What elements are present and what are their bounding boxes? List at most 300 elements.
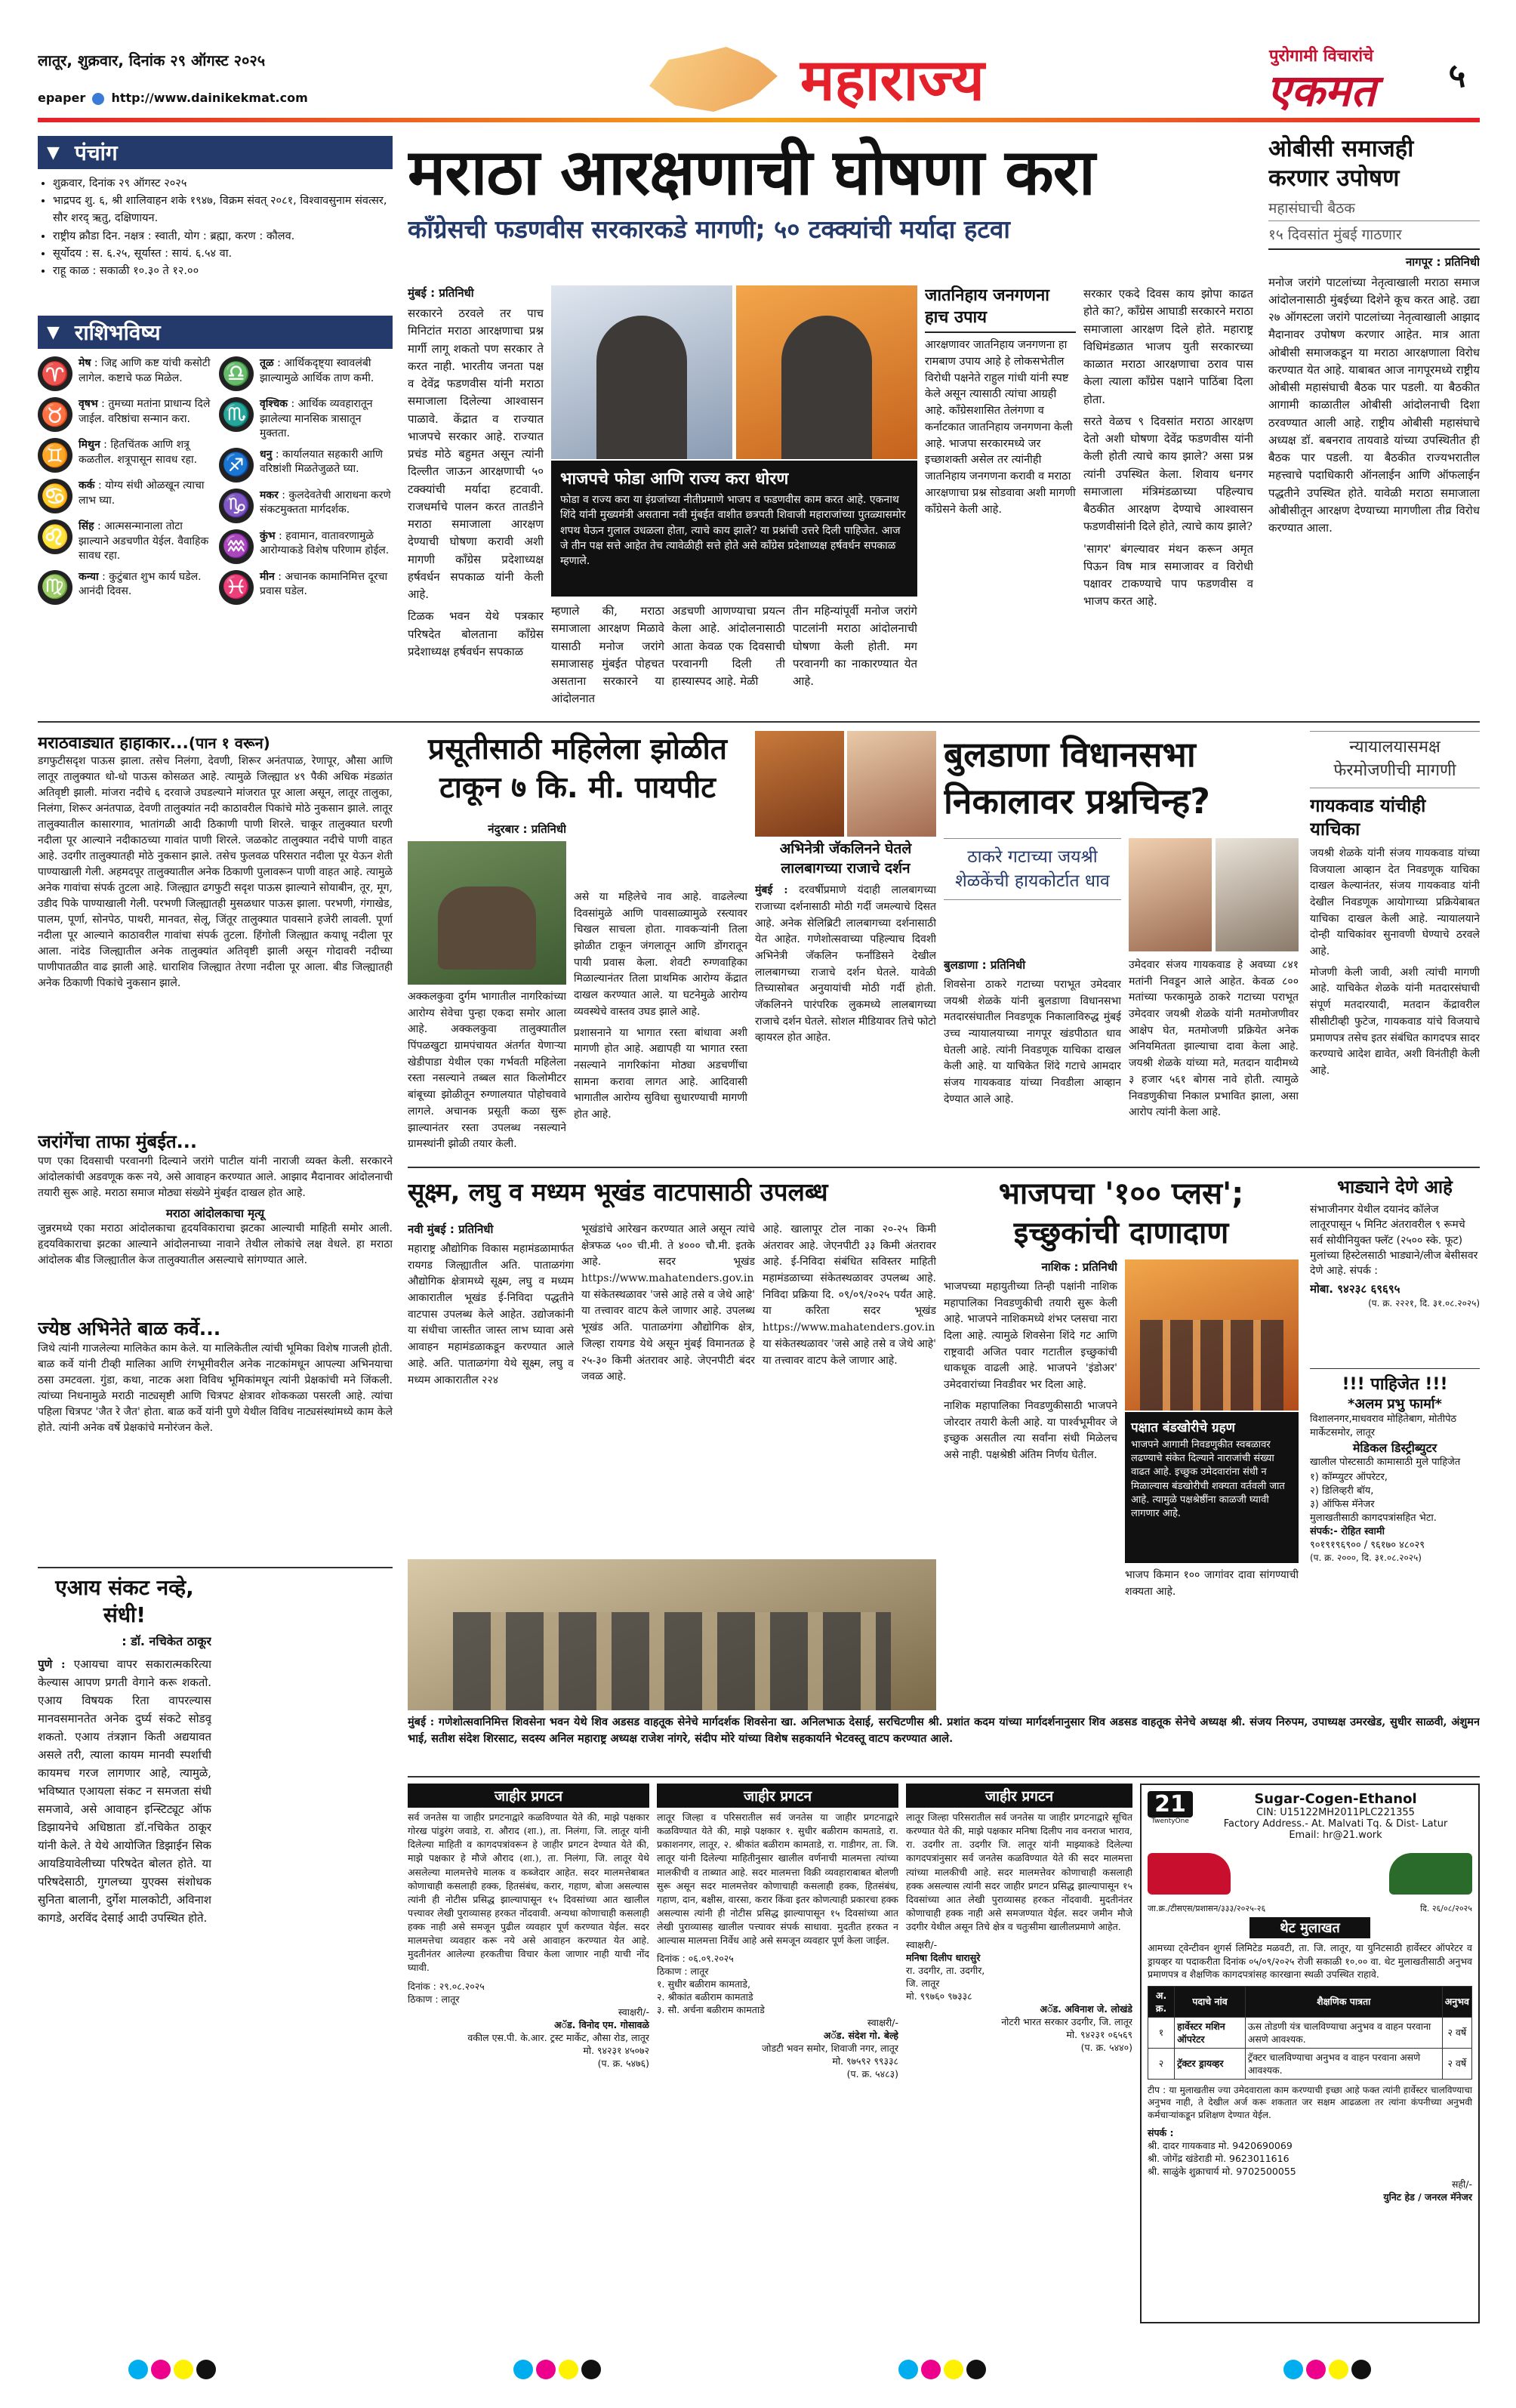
registration-dot bbox=[898, 2360, 918, 2379]
rashi-item: ♓ मीन : अचानक कामानिमित्त दूरचा प्रवास घडेल. bbox=[219, 570, 393, 605]
notice-party: मो. ९९७६० ९७३३८ bbox=[906, 1990, 972, 2003]
rent-ad bbox=[1310, 1174, 1480, 1363]
meeting-title: थेट मुलाखत bbox=[1249, 1917, 1370, 1938]
rashi-item: ♒ कुंभ : हवामान, वातावरणामुळे आरोग्याकडे विशेष परिणाम होईल. bbox=[219, 529, 393, 564]
body-text: नाशिक महापालिका निवडणुकीसाठी भाजपने जोरदार तयारी केली आहे. या पार्श्वभूमीवर जे इच्छुक असतील त्या सर्वांना संधी मिळेलच असे नाही. पक्षश्रेष्ठी अंतिम निर्णय घेतील. bbox=[944, 1399, 1117, 1461]
table-row bbox=[1148, 2048, 1472, 2079]
lalbaug-text: दरवर्षीप्रमाणे यंदाही लालबागच्या राजाच्या दर्शनासाठी मोठी गर्दी जमल्याचे दिसत आहे. अनेक सेलिब्रिटी लालबागच्या दर्शनासाठी येत आहेत. गणेशोत्सवाच्या पहिल्याच दिवशी अभिनेत्री जॅकलिन फर्नांडिसने देखील लालबागच्या राजाचे दर्शन घेतले. यावेळी तिच्यासोबत अनुयायांची मोठी गर्दी होती. जॅकलिनने पारंपरिक लुकमध्ये लालबागच्या राजाचे दर्शन घेतले. सोशल मीडियावर तिचे फोटो व्हायरल होत आहेत. bbox=[755, 884, 936, 1044]
wanted-contact-label: संपर्क:- bbox=[1310, 1525, 1338, 1537]
rashi-name: कर्क bbox=[79, 479, 95, 492]
byline: नागपूर : प्रतिनिधी bbox=[1405, 254, 1480, 269]
dateline: लातूर, शुक्रवार, दिनांक २९ ऑगस्ट २०२५ bbox=[38, 51, 266, 69]
notice-ref: (प. क्र. ५४७६) bbox=[597, 2057, 649, 2069]
divider bbox=[408, 1776, 1480, 1777]
actor-story bbox=[38, 1315, 393, 1557]
prasuti-col-2 bbox=[574, 890, 747, 1158]
wanted-note: मुलाखतीसाठी कागदपत्रांसहित भेटा. bbox=[1310, 1512, 1437, 1524]
group-photo-icon bbox=[453, 1612, 891, 1710]
rashi-name: मिथुन bbox=[79, 439, 100, 451]
dateline: पुणे : bbox=[38, 1657, 66, 1671]
wanted-intro: खालील पोस्टसाठी कामासाठी मुले पाहिजेत bbox=[1310, 1457, 1461, 1469]
public-notice-3 bbox=[906, 1784, 1132, 2323]
rashi-name: कन्या bbox=[79, 570, 99, 583]
body-text bbox=[38, 1655, 211, 1927]
ai-text: एआयचा वापर सकारात्मकरित्या केल्यास आपण प्रगती वेगाने करू शकतो. एआय विषयक रिता वापरल्यास मानवसमानतेत अनेक दुर्घ्य संकटे सोडवू शकतो. एआय तंत्रज्ञान किती अद्ययावत असले तरी, त्याला कायम मानवी स्पर्शाची कायमच गरज लागणार आहे, त्यामुळे, भविष्यात एआयला संकट न समजता संधी समजावे, असे आवाहन इन्स्टिट्यूट ऑफ डिझायनेचे अधिष्ठाता डॉ.नचिकेत ठाकूर यांनी केले. ते येथे आयोजित डिझाईन सिक आयडियावेलीच्या परिषदेत बोलत होते. या परिषदेसाठी, गुगलच्या युएक्स संशोधक सुनिता बालानी, दुर्गेश मालकोटी, अविनाश कागडे, अरविंद देसाई आदी उपस्थित होते. bbox=[38, 1657, 211, 1925]
epaper-label: epaper bbox=[38, 91, 86, 105]
rashi-name: कुंभ bbox=[260, 529, 276, 542]
company-cin: CIN: U15122MH2011PLC221355 bbox=[1256, 1807, 1415, 1818]
contact-label: संपर्क : bbox=[1148, 2126, 1174, 2138]
taurus-icon: ♉ bbox=[38, 397, 72, 432]
leo-icon: ♌ bbox=[38, 520, 72, 554]
posts-table bbox=[1148, 1986, 1472, 2080]
rashi-item: ♎ तूळ : आर्थिकदृष्ट्या स्वावलंबी झाल्यामुळे आर्थिक ताण कमी. bbox=[219, 356, 393, 391]
main-col-1 bbox=[408, 285, 544, 708]
buldhana-col-1 bbox=[944, 957, 1121, 1158]
actress-photo bbox=[847, 731, 936, 837]
body-text: महाराष्ट्र औद्योगिक विकास महामंडळामार्फत रायगड जिल्ह्यातील अति. पाताळगंगा औद्योगिक क्षेत्रामध्ये सूक्ष्म, लघु व मध्यम आकारातील भूखंड ई-निविदा पद्धतीने वाटपास उपलब्ध केले आहेत. उद्योजकांनी या संधीचा जास्तीत जास्त लाभ घ्यावा असे आवाहन महामंडळाकडून करण्यात आले आहे. अति. पाताळगंगा येथे सूक्ष्म, लघु व मध्यम आकारातील २२४ bbox=[408, 1243, 574, 1386]
aries-icon: ♈ bbox=[38, 356, 72, 391]
wanted-company-type: मेडिकल डिस्ट्रीब्युटर bbox=[1352, 1441, 1437, 1456]
notice-ref: (प. क्र. ५४४०) bbox=[1080, 2042, 1132, 2054]
rashi-item: ♐ धनु : कार्यालयात सहकारी आणि वरिष्ठांशी मिळतेजुळते घ्या. bbox=[219, 448, 393, 483]
photo-caption: मुंबई : गणेशोत्सवानिमित्त शिवसेना भवन येथे शिव अडसड वाहतूक सेनेचे मार्गदर्शक शिवसेना खा. अनिलभाऊ देसाई, सरचिटणीस श्री. प्रशांत कदम यांच्या मार्गदर्शनानुसार शिव अडसड वाहतूक सेनेचे अध्यक्ष श्री. संजय निरुपम, उपाध्यक्ष उमरखेड, सुधीर साळवी, अंशुमन भाई, सतीश संदेश शिरसाट, सदस्य अनिल महाराष्ट्र अध्यक्ष राजेश नांगरे, संदीप मोरे यांच्या विशेष सहकार्याने भेटवस्तू वाटप करण्यात आले. bbox=[408, 1716, 1480, 1746]
body-text: भाजप किमान १०० जागांवर दावा सांगण्याची शक्यता आहे. bbox=[1125, 1569, 1299, 1598]
body-text: मोजणी केली जावी, अशी त्यांची मागणी आहे. याचिकेत शेळके यांनी मतदारसंघाची संपूर्ण मतदारयादी, मतदान केंद्रावरील सीसीटीव्ही फुटेज, गायकवाड यांचे विजयाचे प्रमाणपत्र तसेच इतर संबंधित कागदपत्र सादर करण्याचे आदेश द्यावेत, अशी विनंतीही केली आहे. bbox=[1310, 966, 1480, 1077]
body-text: टिळक भवन येथे पत्रकार परिषदेत बोलताना काँग्रेस प्रदेशाध्यक्ष हर्षवर्धन सपकाळ bbox=[408, 609, 544, 658]
table-cell: २ bbox=[1148, 2048, 1175, 2079]
table-header: अ. क्र. bbox=[1148, 1986, 1175, 2017]
meeting-intro: आमच्या ट्वेन्टीवन शुगर्स लिमिटेड मळवटी, ता. जि. लातूर, या युनिटसाठी हार्वेस्टर ऑपरेटर व ड्रायव्हर या पदाकरीता दिनांक ०५/०९/२०२५ रोजी सकाळी १०.०० वा. थेट मुलाखतीसाठी अनुभव प्रमाणपत्र व शैक्षणिक कागदपत्रांसह कारखाना स्थळी उपस्थित राहावे. bbox=[1148, 1942, 1472, 1980]
main-subhead: काँग्रेसची फडणवीस सरकारकडे मागणी; ५० टक्क्यांची मर्यादा हटवा bbox=[408, 214, 1010, 244]
table-cell: २ वर्षे bbox=[1442, 2017, 1471, 2048]
logo-sub: TwentyOne bbox=[1151, 1818, 1189, 1825]
notice-address: जोडटी भवन समोर, शिवाजी नगर, लातूर bbox=[762, 2043, 898, 2055]
rashi-item: ♉ वृषभ : तुमच्या मतांना प्राधान्य दिले जाईल. वरिष्ठांचा सन्मान करा. bbox=[38, 397, 211, 432]
body-text: आहे. खालापूर टोल नाका २०-२५ किमी अंतरावर आहे. जेएनपीटी ३३ किमी अंतरावर आहे. ई-निविदा संबंधित सविस्तर माहिती महामंडळाच्या संकेतस्थळावर उपलब्ध आहे. निविदा प्रक्रिया दि. ०९/०९/२०२५ पर्यंत आहे. या करिता सदर भूखंड https://www.mahatenders.gov.in या संकेतस्थळावर 'जसे आहे तसे व जेथे आहे' या तत्त्वावर वाटप केले जाणार आहे. bbox=[763, 1223, 936, 1367]
notice-party: जि. लातूर bbox=[906, 1978, 940, 1990]
company-name: Sugar-Cogen-Ethanol bbox=[1254, 1791, 1417, 1807]
body-text: सरकारने ठरवले तर पाच मिनिटांत मराठा आरक्षणाचा प्रश्न मार्गी लागू शकतो पण सरकार ते करत नाही. भारतीय जनता पक्ष व देवेंद्र फडणवीस यांनी मराठा समाजाला दिलेल्या आश्वासन पाळावे. केंद्रात व राज्यात भाजपचे सरकार आहे. राज्यात प्रचंड मोठे बहुमत असून त्यांनी दिल्लीत जाऊन आरक्षणाची ५० टक्क्यांची मर्यादा हटवावी. राजधर्माचे पालन करत तातडीने मराठा समाजाला आरक्षण देण्याची घोषणा करावी अशी मागणी काँग्रेस प्रदेशाध्यक्ष हर्षवर्धन सपकाळ यांनी केली आहे. bbox=[408, 307, 544, 601]
photo-caption-text: फोडा व राज्य करा या इंग्रजांच्या नीतीप्रमाणे भाजप व फडणवीस काम करत आहे. एकनाथ शिंदे यांनी मुख्यमंत्री असताना नवी मुंबईत वाशीत छत्रपती शिवाजी महाराजांच्या पुतळ्यासमोर शपथ घेऊन गुलाल उधळला होता, त्याचे काय झाले? या प्रश्नांची उत्तरे दिली पाहिजेत. आज जे तीन पक्ष सत्ते आहेत तेच त्यावेळीही सत्ते होते असे काँग्रेस प्रदेशाध्यक्ष हर्षवर्धन सपकाळ म्हणाले. bbox=[560, 494, 906, 568]
sidebar-title: जातनिहाय जनगणना हाच उपाय bbox=[925, 285, 1076, 333]
panchang-title: पंचांग bbox=[74, 140, 118, 165]
harvester-icon bbox=[1148, 1853, 1231, 1895]
ai-byline: : डॉ. नचिकेत ठाकूर bbox=[122, 1633, 211, 1648]
rashi-text: हितचिंतक आणि शत्रू कळतील. शत्रूपासून सावध रहा. bbox=[79, 439, 198, 466]
rent-text: संभाजीनगर येथील दयानंद कॉलेज लातूरपासून ५ मिनिट अंतरावरील ९ रूमचे सर्व सोयीनियुक्त फ्लॅट (२५०० स्के. फूट) मुलांच्या हिस्टेलसाठी भाड्याने/लीज बेसीसवर देणे आहे. संपर्क : bbox=[1310, 1204, 1478, 1278]
msme-col-1 bbox=[408, 1222, 574, 1554]
rashi-title: राशिभविष्य bbox=[74, 320, 161, 345]
body-text: सरते वेळच ९ दिवसांत मराठा आरक्षण देतो अशी घोषणा देवेंद्र फडणवीस यांनी केली होती त्याचे काय झाले? असा प्रश्न त्यांनी उपस्थित केला. शिवाय धनगर समाजाला मंत्रिमंडळाच्या पहिल्याच बैठकीत आरक्षण देण्याचे आश्वासन फडणवीसांनी दिले होते, त्याचे काय झाले? bbox=[1083, 414, 1253, 534]
sign-name: युनिट हेड / जनरल मॅनेजर bbox=[1383, 2191, 1472, 2203]
wanted-post: ३) ऑफिस मॅनेजर bbox=[1310, 1498, 1375, 1510]
virgo-icon: ♍ bbox=[38, 570, 72, 605]
rashi-name: मेष bbox=[79, 357, 91, 369]
rashi-text: आर्थिकदृष्ट्या स्वावलंबी झाल्यामुळे आर्थिक ताण कमी. bbox=[260, 357, 374, 384]
ref-right: दि. २६/०८/२०२५ bbox=[1420, 1904, 1472, 1913]
buldhana-photos bbox=[1129, 838, 1299, 951]
wanted-post: २) डिलिव्हरी बॉय, bbox=[1310, 1485, 1374, 1497]
body-text: मनोज जरांगे पाटलांच्या नेतृत्वाखाली मराठा समाज आंदोलनासाठी मुंबईच्या दिशेने कूच करत आहे. उद्या २७ ऑगस्टला जरांगे पाटलांच्या नेतृत्वाखाली आझाद मैदानावर उपोषण करणार आहेत. मात्र आता ओबीसी समाजकडून या मराठा आरक्षणाला विरोध करण्यात येत आहे. याबाबत आज नागपूरमध्ये राष्ट्रीय ओबीसी महासंघाची बैठक पार पडली. या बैठकीत आगामी काळातील ओबीसी आंदोलनाची दिशा ठरवण्यात आली आहे. राष्ट्रीय ओबीसी महासंघाचे अध्यक्ष डॉ. बबनराव तायवाडे यांच्या उपस्थितीत ही बैठक पार पडली. या बैठकीत राज्यभरातील महत्त्वाचे पदाधिकारी ऑनलाईन आणि ऑफलाईन पद्धतीने उपस्थित होते. यावेळी मराठा समाजाला ओबीसीतून आरक्षण देण्याच्या मागणीला तीव्र विरोध करण्यात आला. bbox=[1268, 275, 1480, 535]
buldhana-subhead: ठाकरे गटाच्या जयश्री शेळकेंची हायकोर्टात धाव bbox=[944, 838, 1121, 900]
rashi-text: योग्य संधी ओळखून त्याचा लाभ घ्या. bbox=[79, 479, 205, 507]
notice-party: १. सुधीर बळीराम कामताडे, bbox=[657, 1978, 750, 1990]
obc-headline: ओबीसी समाजही करणार उपोषण bbox=[1268, 135, 1414, 192]
wanted-company: *अलम प्रभु फार्मा* bbox=[1348, 1396, 1442, 1412]
registration-dot bbox=[581, 2360, 601, 2379]
court-box-title: न्यायालयासमक्ष फेरमोजणीची मागणी bbox=[1310, 731, 1480, 788]
jarange-story bbox=[38, 1129, 393, 1310]
rashi-item: ♋ कर्क : योग्य संधी ओळखून त्याचा लाभ घ्या. bbox=[38, 479, 211, 513]
candidate-photo bbox=[1216, 838, 1299, 951]
registration-marks bbox=[0, 2348, 1516, 2394]
panchang-line: • राहू काळ : सकाळी १०.३० ते १२.०० bbox=[53, 263, 393, 280]
deity-photo bbox=[755, 731, 844, 837]
notice-place: ठिकाण : लातूर bbox=[408, 1993, 460, 2005]
divider bbox=[38, 1567, 393, 1568]
ganesh-photo-caption bbox=[408, 1714, 1480, 1771]
prasuti-headline: प्रसूतीसाठी महिलेला झोळीत टाकून ७ कि. मी. पायपीट bbox=[428, 732, 727, 805]
notice-title: जाहीर प्रगटन bbox=[657, 1784, 898, 1808]
court-headline: गायकवाड यांचीही याचिका bbox=[1310, 794, 1426, 840]
body-text bbox=[755, 883, 936, 1047]
jarange-headline: जरांगेंचा ताफा मुंबईत... bbox=[38, 1131, 198, 1152]
rashi-text: आर्थिक व्यवहारातून झालेल्या मानसिक त्रासातून मुक्तता. bbox=[260, 398, 373, 440]
obc-sub2: १५ दिवसांत मुंबई गाठणार bbox=[1268, 224, 1480, 250]
bjp-story bbox=[944, 1174, 1299, 1257]
contact-line: श्री. दादर गायकवाड मो. 9420690069 bbox=[1148, 2139, 1293, 2151]
main-photo-right bbox=[736, 285, 917, 459]
registration-dot bbox=[944, 2360, 963, 2379]
table-cell: ऊस तोडणी यंत्र चालविण्याचा अनुभव व वाहन परवाना असणे आवश्यक. bbox=[1245, 2017, 1442, 2048]
rashi-text: अचानक कामानिमित्त दूरचा प्रवास घडेल. bbox=[260, 570, 388, 598]
obc-story bbox=[1268, 134, 1480, 708]
capricorn-icon: ♑ bbox=[219, 489, 254, 523]
chevron-icon: ▼ bbox=[47, 322, 60, 342]
notice-place: ठिकाण : लातूर bbox=[657, 1966, 709, 1978]
buldhana-col-2 bbox=[1129, 957, 1299, 1158]
msme-headline: सूक्ष्म, लघु व मध्यम भूखंड वाटपासाठी उपलब्ध bbox=[408, 1177, 828, 1207]
registration-dot bbox=[921, 2360, 941, 2379]
table-row bbox=[1148, 2017, 1472, 2048]
notice-party: रा. उदगीर, ता. उदगीर, bbox=[906, 1965, 985, 1977]
notice-date: दिनांक : २९.०८.२०२५ bbox=[408, 1980, 485, 1992]
company-email: Email: hr@21.work bbox=[1289, 1830, 1382, 1841]
rashi-text: तुमच्या मतांना प्राधान्य दिले जाईल. वरिष्ठांचा सन्मान करा. bbox=[79, 398, 211, 425]
notice-sign: स्वाक्षरी/- bbox=[867, 2017, 898, 2029]
notice-address: नोटरी भारत सरकार उदगीर, जि. लातूर bbox=[1001, 2016, 1132, 2028]
notice-party: ३. सौ. अर्चना बळीराम कामताडे bbox=[657, 2004, 765, 2016]
notice-title: जाहीर प्रगटन bbox=[408, 1784, 649, 1808]
obc-sub1: महासंघाची बैठक bbox=[1268, 198, 1480, 221]
wanted-ad bbox=[1310, 1368, 1480, 1587]
lalbaug-photos bbox=[755, 731, 936, 837]
main-photo-left bbox=[551, 285, 732, 459]
ai-headline: एआय संकट नव्हे, संधी! bbox=[55, 1575, 194, 1628]
msme-story bbox=[408, 1174, 936, 1219]
photo-caption-box bbox=[551, 461, 917, 597]
company-address: Factory Address.- At. Malvati Tq. & Dist- Latur bbox=[1223, 1818, 1448, 1830]
header-rule bbox=[38, 118, 1480, 122]
chevron-icon: ▼ bbox=[47, 143, 60, 162]
epaper-row bbox=[38, 91, 308, 105]
dateline: मुंबई : bbox=[755, 884, 788, 897]
body-text: अडचणी आणण्याचा प्रयत्न केला आहे. आंदोलनासाठी आता केवळ एक दिवसाची परवानगी दिली ती हास्यास्पद आहे. मेळी bbox=[672, 604, 785, 688]
notice-party: २. श्रीकांत बळीराम कामताडे bbox=[657, 1991, 753, 2003]
notice-text: सर्व जनतेस या जाहीर प्रगटनाद्वारे कळविण्यात येते की, माझे पक्षकार गोरख पांडुरंग जवाडे, रा. औराद (शा.), ता. निलंगा, जि. लातूर यांनी दिलेल्या माहिती व कागदपत्रांवरून हे जाहीर प्रगटन देण्यात येते की, माझे पक्षकार हे मौजे औराद (शा.), ता. निलंगा, जि. लातूर येथे असलेल्या मालमत्तेचे मालक व कब्जेदार आहेत. सदर मालमत्तेबाबत कोणाचाही कसलाही हक्क, हितसंबंध, करार, गहाण, बोजा असल्यास त्यांनी ही नोटीस प्रसिद्ध झाल्यापासून १५ दिवसांच्या आत खालील पत्त्यावर लेखी पुराव्यासह हरकत नोंदवावी. अन्यथा कोणाचाही कसलाही हक्क नाही असे समजून पुढील व्यवहार पूर्ण करण्यात येईल. सदर मालमत्तेचा व्यवहार करू नये असे आवाहन करण्यात येत आहे. मुदतीनंतर आलेल्या हरकतीचा विचार केला जाणार नाही याची नोंद घ्यावी. bbox=[408, 1811, 649, 1974]
rashi-text: कुलदेवतेची आराधना करणे संकटमुक्तता मार्गदर्शक. bbox=[260, 489, 391, 516]
divider bbox=[38, 721, 1480, 723]
cancer-icon: ♋ bbox=[38, 479, 72, 513]
lalbaug-story bbox=[755, 840, 936, 1157]
wanted-address: विशालनगर,माधवराव मोहितेबाग, मोतीपेठ मार्केटसमोर, लातूर bbox=[1310, 1414, 1457, 1438]
byline: नाशिक : प्रतिनिधी bbox=[1041, 1260, 1117, 1274]
msme-col-3 bbox=[763, 1222, 936, 1554]
registration-dot bbox=[1329, 2360, 1348, 2379]
registration-dot bbox=[1283, 2360, 1303, 2379]
jarange-subhead: मराठा आंदोलकाचा मृत्यू bbox=[165, 1207, 265, 1220]
table-cell: २ वर्षे bbox=[1442, 2048, 1471, 2079]
registration-dot bbox=[128, 2360, 148, 2379]
body-text: तीन महिन्यांपूर्वी मनोज जरांगे पाटलांनी मराठा आंदोलनाची घोषणा केली होती. मग परवानगी का नाकारण्यात येत आहे. bbox=[793, 604, 917, 688]
registration-dot bbox=[536, 2360, 556, 2379]
prasuti-col-1 bbox=[408, 822, 566, 1158]
rashi-title-bar bbox=[38, 316, 393, 349]
registration-dot bbox=[1306, 2360, 1326, 2379]
person-photo-icon bbox=[596, 316, 687, 459]
tractor-images bbox=[1148, 1845, 1472, 1898]
gemini-icon: ♊ bbox=[38, 438, 72, 473]
marathwada-story bbox=[38, 731, 393, 1124]
main-col-5 bbox=[1083, 285, 1253, 708]
brand-tagline: पुरोगामी विचारांचे bbox=[1268, 47, 1374, 66]
notice-lawyer: अॅड. संदेश गो. बेल्हे bbox=[823, 2030, 898, 2042]
notice-text: लातूर जिल्हा व परिसरातील सर्व जनतेस या जाहीर प्रगटनाद्वारे कळविण्यात येते की, माझे पक्षकार १. सुधीर बळीराम कामताडे, रा. प्रकाशनगर, लातूर, २. श्रीकांत बळीराम कामताडे, रा. गाडीगर, ता. जि. लातूर यांनी दिलेल्या माहितीनुसार खालील वर्णनाची मालमत्ता त्यांच्या मालकीची व ताब्यात आहे. सदर मालमत्ता विक्री व्यवहाराबाबत बोलणी सुरू असून सदर मालमत्तेवर कोणाचाही कसलाही हक्क, हितसंबंध, गहाण, दान, बक्षीस, वारसा, करार किंवा इतर कोणत्याही प्रकारचा हक्क असल्यास त्यांनी ही नोटीस प्रसिद्ध झाल्यापासून १५ दिवसांच्या आत लेखी पुराव्यासह खालील पत्त्यावर संपर्क साधावा. मुदतीत हरकत न आल्यास मालमत्ता निर्वेध आहे असे समजून व्यवहार पूर्ण केला जाईल. bbox=[657, 1811, 898, 1947]
public-notice-1 bbox=[408, 1784, 649, 2323]
rashi-name: वृश्चिक bbox=[260, 398, 288, 410]
candidate-photo bbox=[1129, 838, 1212, 951]
notice-ref: (प. क्र. ५४८३) bbox=[846, 2068, 898, 2080]
table-cell: ट्रॅक्टर ड्रायव्हर bbox=[1175, 2048, 1246, 2079]
wanted-ref: (प. क्र. २०००, दि. ३१.०८.२०२५) bbox=[1310, 1552, 1422, 1563]
bjp-col-2 bbox=[1125, 1568, 1299, 1711]
scorpio-icon: ♏ bbox=[219, 397, 254, 432]
notice-text: लातूर जिल्हा परिसरातील सर्व जनतेस या जाहीर प्रगटनाद्वारे सूचित करण्यात येते की, माझे पक्षकार मनिषा दिलीप नाव वनराज भाराव, रा. उदगीर ता. उदगीर जि. लातूर यांनी माझ्याकडे दिलेल्या कागदपत्रांनुसार सर्व जनतेस कळविण्यात येते की सदर मालमत्ता त्यांच्या मालकीची आहे. सदर मालमत्तेवर कोणाचाही कसलाही हक्क असल्यास त्यांनी सदर जाहीर प्रगटन प्रसिद्ध झाल्यापासून १५ दिवसांच्या आत लेखी पुराव्यासह हरकत नोंदवावी. मुदतीनंतर कोणाचाही हक्क नाही असे समजण्यात येईल. सदर जमीन मौजे उदगीर येथील असून तिचे क्षेत्र व चतुःसीमा खालीलप्रमाणे आहेत. bbox=[906, 1811, 1132, 1932]
buldhana-story bbox=[944, 731, 1299, 829]
body-text: पण एका दिवसाची परवानगी दिल्याने जरांगे पाटील यांनी नाराजी व्यक्त केली. सरकारने आंदोलकांची अडवणूक करू नये, असे आवाहन करण्यात आले. आझाद मैदानावर आंदोलनाची तयारी सुरू आहे. मराठा समाज मोठ्या संख्येने मुंबईत दाखल होत आहे. bbox=[38, 1155, 393, 1199]
libra-icon: ♎ bbox=[219, 356, 254, 391]
buldhana-headline: बुलडाणा विधानसभा निकालावर प्रश्नचिन्ह? bbox=[944, 734, 1210, 822]
main-col-2 bbox=[551, 603, 664, 708]
notice-phone: मो. ९४२३१ ४५०७२ bbox=[583, 2044, 649, 2056]
contact-line: श्री. जोगेंद्र खंडेराडी मो. 9623011616 bbox=[1148, 2152, 1290, 2164]
crowd-photo-icon bbox=[1140, 1320, 1283, 1411]
wanted-contact-name: रोहित स्वामी bbox=[1341, 1525, 1385, 1537]
photo-caption-title: पक्षात बंडखोरीचे ग्रहण bbox=[1131, 1420, 1235, 1435]
public-notice-2 bbox=[657, 1784, 898, 2323]
wanted-headline: !!! पाहिजेत !!! bbox=[1342, 1375, 1448, 1394]
panchang-line: • सूर्योदय : स. ६.२५, सूर्यास्त : सायं. ६.५४ वा. bbox=[53, 245, 393, 263]
rashi-name: तूळ bbox=[260, 357, 274, 369]
panchang-title-bar bbox=[38, 136, 393, 169]
rashi-name: मकर bbox=[260, 489, 279, 501]
brand-name: एकमत bbox=[1266, 65, 1376, 116]
notice-date: दिनांक : ०६.०९.२०२५ bbox=[657, 1953, 734, 1965]
rashi-item: ♌ सिंह : आत्मसन्मानाला तोटा झाल्याने अडचणीत येईल. वैवाहिक सावध रहा. bbox=[38, 520, 211, 564]
rashi-text: जिद्द आणि कष्ट यांची कसोटी लागेल. कष्टाचे फळ मिळेल. bbox=[79, 357, 211, 384]
rashi-item: ♈ मेष : जिद्द आणि कष्ट यांची कसोटी लागेल. कष्टाचे फळ मिळेल. bbox=[38, 356, 211, 391]
rashi-text: आत्मसन्मानाला तोटा झाल्याने अडचणीत येईल. वैवाहिक सावध रहा. bbox=[79, 520, 209, 563]
body-text: शिवसेना ठाकरे गटाच्या पराभूत उमेदवार जयश्री शेळके यांनी बुलडाणा विधानसभा मतदारसंघातील निवडणूक निकालाविरुद्ध मुंबई उच्च न्यायालयाच्या नागपूर खंडपीठात धाव घेतली आहे. त्यांनी निवडणूक याचिका दाखल केली आहे. या याचिकेत शिंदे गटाचे आमदार संजय गायकवाड यांच्या निवडीला आव्हान देण्यात आले आहे. bbox=[944, 979, 1121, 1105]
byline: नवी मुंबई : प्रतिनिधी bbox=[408, 1222, 494, 1236]
rashi-item: ♊ मिथुन : हितचिंतक आणि शत्रू कळतील. शत्रूपासून सावध रहा. bbox=[38, 438, 211, 473]
rashi-right-column bbox=[219, 356, 393, 611]
byline: बुलडाणा : प्रतिनिधी bbox=[944, 958, 1026, 972]
rashi-box bbox=[38, 316, 393, 723]
rashi-name: धनु bbox=[260, 448, 273, 461]
ganesh-event-photo bbox=[408, 1559, 936, 1710]
twentyone-logo bbox=[1148, 1791, 1193, 1825]
table-header: अनुभव bbox=[1442, 1986, 1471, 2017]
registration-dot bbox=[513, 2360, 533, 2379]
person-photo-icon bbox=[781, 316, 872, 459]
wanted-post: १) कॉम्प्युटर ऑपरेटर, bbox=[1310, 1471, 1388, 1483]
photo-caption-text: भाजपने आगामी निवडणुकीत स्वबळावर लढण्याचे संकेत दिल्याने नाराजांची संख्या वाढत आहे. इच्छुक उमेदवारांना संधी न मिळाल्यास बंडखोरीची शक्यता वर्तवली जात आहे. त्यामुळे पक्षश्रेष्ठींना काळजी घ्यावी लागणार आहे. bbox=[1131, 1439, 1285, 1519]
table-cell: १ bbox=[1148, 2017, 1175, 2048]
body-text: प्रशासनाने या भागात रस्ता बांधावा अशी मागणी होत आहे. अद्यापही या भागात रस्ता नसल्याने नागरिकांना मोठ्या अडचणींचा सामना करावा लागत आहे. आदिवासी भागातील आरोग्य सुविधा सुधारण्याची मागणी होत आहे. bbox=[574, 1026, 747, 1121]
body-text: डगफुटीसदृश पाऊस झाला. तसेच निलंगा, देवणी, शिरूर अनंतपाळ, रेणापूर, औसा आणि लातूर तालुक्यात धो-धो पाऊस कोसळत आहे. त्यामुळे जिल्ह्यात ४९ पैकी अधिक मंडळांत अतिवृष्टी झाली. मांजरा नदीचे ६ दरवाजे उघडल्याने मांजरात पूर आला असून, लातूर तालुका, निलंगा, शिरूर अनंतपाळ, देवणी तालुक्यांत नदी काठावरील पिकांचे मोठे नुकसान झाले. लातूर तालुक्यातील कासारगाव, भातांगळी आदी ठिकाणी पाणी शिरले. चाकूर तालुक्यात घरणी नदीला पूर आल्याने नदीकाठच्या गावांत पाणी शिरले. जळकोट तालुक्यात नदीचे पाणी वाहत आहे. उदगीर तालुक्यातही मोठे नुकसान झाले. तसेच फुलवळ परिसरात नदीला पूर येऊन शेती पाण्याखाली गेली. अहमदपूर तालुक्यातील अनेक ठिकाणी पुलावरून पाणी वाहत आहे. त्यामुळे अनेक गावांचा संपर्क तुटला आहे. जिल्ह्यात ढगफुटी सदृश पाऊस झाल्याने सोयाबीन, तूर, मूग, उडीद पिके पाण्याखाली गेली. परभणी जिल्ह्यातही मुसळधार पाऊस झाला. परभणी, गंगाखेड, पालम, पूर्णा, सोनपेठ, पाथरी, मानवत, सेलू, जिंतूर तालुक्यात पावसाने हजेरी लावली. पूर्णा नदीला पूर आल्याने काठावरील गावांचा संपर्क तुटला. हिंगोली जिल्ह्यात कयाधू नदीला पूर आला. नांदेड जिल्ह्यातील अनेक तालुक्यांत अतिवृष्टी झाली असून गोदावरी नदीच्या पाणीपातळीत वाढ झाली आहे. धाराशिव जिल्ह्यात तेरणा नदीला पूर आला. बीड जिल्ह्यातही अनेक ठिकाणी पिकांचे नुकसान झाले. bbox=[38, 755, 393, 989]
epaper-url[interactable]: http://www.dainikekmat.com bbox=[111, 91, 308, 105]
rashi-item: ♑ मकर : कुलदेवतेची आराधना करणे संकटमुक्तता मार्गदर्शक. bbox=[219, 489, 393, 523]
photo-caption-title: भाजपचे फोडा आणि राज्य करा धोरण bbox=[560, 470, 789, 489]
body-text: असे या महिलेचे नाव आहे. वाढलेल्या दिवसांमुळे आणि पावसाळ्यामुळे रस्त्यावर चिखल साचला होता. गावकऱ्यांनी तिला झोळीत टाकून जंगलातून आणि डोंगरातून पायी प्रवास केला. शेवटी रुग्णवाहिका मिळाल्यानंतर तिला प्राथमिक आरोग्य केंद्रात दाखल करण्यात आले. या घटनेमुळे आरोग्य व्यवस्थेचे वास्तव उघड झाले आहे. bbox=[574, 891, 747, 1018]
bjp-photo bbox=[1125, 1259, 1299, 1411]
buldhana-subbox bbox=[944, 838, 1121, 951]
notice-address: वकील एस.पी. के.आर. ट्रस्ट मार्केट, औसा रोड, लातूर bbox=[467, 2031, 649, 2043]
notice-phone: मो. ९४२३१ ०६५६९ bbox=[1066, 2029, 1132, 2041]
msme-col-2 bbox=[581, 1222, 755, 1554]
contact-line: श्री. साळुंके शुक्राचार्य मो. 9702500055 bbox=[1148, 2165, 1296, 2177]
notice-lawyer: अॅड. अविनाश जे. लोखंडे bbox=[1040, 2003, 1132, 2015]
body-text: जुन्नरमध्ये एका मराठा आंदोलकाचा हृदयविकाराचा झटका आल्याची माहिती समोर आली. हृदयविकाराचा झटका आल्याने आंदोलनाच्या नावाने तेथील लोकांचे लक्ष वेधले. हा मराठा आंदोलक बीड जिल्ह्यातील केज तालुक्यातील असल्याचे सांगण्यात आले. bbox=[38, 1222, 393, 1266]
registration-dot bbox=[151, 2360, 171, 2379]
body-text: अक्कलकुवा दुर्गम भागातील नागरिकांच्या आरोग्य सेवेचा पुन्हा एकदा समोर आला आहे. अक्कलकुवा तालुक्यातील पिंपळखुटा ग्रामपंचायत अंतर्गत येणाऱ्या खेडीपाडा येथील एका गर्भवती महिलेला रस्ता नसल्याने तब्बल सात किलोमीटर बांबूच्या झोळीतून रुग्णालयात पोहोचवावे लागले. अचानक प्रसूती कळा सुरू झाल्यानंतर रस्ता उपलब्ध नसल्याने ग्रामस्थांनी झोळी तयार केली. bbox=[408, 991, 566, 1151]
body-text: उमेदवार संजय गायकवाड हे अवघ्या ८४१ मतांनी निवडून आले आहेत. केवळ ८०० मतांच्या फरकामुळे ठाकरे गटाच्या पराभूत उमेदवार जयश्री शेळके यांनी मतमोजणीवर आक्षेप घेत, मतमोजणी प्रक्रियेत अनेक अनियमितता झाल्याचा दावा केला आहे. जयश्री शेळके यांच्या मते, मतदान यादीमध्ये ३ हजार ५६१ बोगस नावे होती. त्यामुळे निवडणुकीचा निकाल प्रभावित झाला, असा आरोप त्यांनी केला आहे. bbox=[1129, 959, 1299, 1119]
byline: मुंबई : प्रतिनिधी bbox=[408, 286, 474, 300]
table-header: शैक्षणिक पात्रता bbox=[1245, 1986, 1442, 2017]
notice-lawyer: अॅड. विनोद एम. गोसावळे bbox=[553, 2018, 649, 2030]
panchang-box bbox=[38, 136, 393, 310]
registration-dot bbox=[1351, 2360, 1371, 2379]
twentyone-ad bbox=[1140, 1784, 1480, 2323]
bjp-col-1 bbox=[944, 1259, 1117, 1709]
sidebar-text: आरक्षणावर जातनिहाय जनगणना हा रामबाण उपाय आहे हे लोकसभेतील विरोधी पक्षनेते राहुल गांधी यांनी स्पष्ट केले असून त्यासाठी त्यांचा आग्रही आहे. काँग्रेसशासित तेलंगणा व कर्नाटकात जातनिहाय जनगणना केली आहे. भाजपा सरकारमध्ये जर इच्छाशक्ती असेल तर त्यांनीही जातनिहाय जनगणना करावी व मराठा आरक्षणाचा प्रश्न सोडवावा अशी मागणी काँग्रेसने केली आहे. bbox=[925, 339, 1076, 516]
globe-icon bbox=[92, 93, 104, 105]
notice-sign: स्वाक्षरी/- bbox=[906, 1939, 938, 1951]
rashi-name: वृषभ bbox=[79, 398, 98, 410]
page-number: ५ bbox=[1448, 57, 1466, 95]
main-headline: मराठा आरक्षणाची घोषणा करा bbox=[408, 135, 1095, 209]
section-title: महाराज्य bbox=[800, 46, 984, 113]
continued-label: (पान १ वरून) bbox=[188, 734, 270, 752]
rashi-left-column bbox=[38, 356, 211, 611]
panchang-line: • भाद्रपद शु. ६, श्री शालिवाहन शके १९४७, विक्रम संवत् २०८१, विश्वावसुनाम संवत्सर, सौर शरद् ऋतु, दक्षिणायन. bbox=[53, 193, 393, 227]
rent-ref: (प. क्र. २२२१, दि. ३१.०८.२०२५) bbox=[1368, 1298, 1480, 1309]
aquarius-icon: ♒ bbox=[219, 529, 254, 564]
notice-sign: स्वाक्षरी/- bbox=[618, 2006, 649, 2018]
bjp-headline: भाजपचा '१०० प्लस'; इच्छुकांची दाणादाण bbox=[998, 1176, 1244, 1250]
body-text: जयश्री शेळके यांनी संजय गायकवाड यांच्या विजयाला आव्हान देत निवडणूक याचिका दाखल केल्यानंतर, संजय गायकवाड यांनी देखील निवडणूक आयोगाच्या प्रक्रियेबाबत याचिका दाखल केली आहे. न्यायालयाने दोन्ही याचिकांवर सुनावणी घेण्याचे ठरवले आहे. bbox=[1310, 846, 1480, 958]
tractor-icon bbox=[1389, 1853, 1472, 1895]
registration-dot bbox=[196, 2360, 216, 2379]
rashi-text: हवामान, वातावरणामुळे आरोग्याकडे विशेष परिणाम होईल. bbox=[260, 529, 390, 557]
ref-left: जा.क्र./टीसएस/प्रशासन/३३३/२०२५-२६ bbox=[1148, 1904, 1266, 1913]
notice-phone: मो. ९७५९२ ९९३३८ bbox=[832, 2055, 898, 2067]
people-photo-icon bbox=[438, 886, 536, 970]
prasuti-photo bbox=[408, 841, 566, 985]
rent-contact: मोबा. ९४२३८ ६९६९५ bbox=[1310, 1282, 1400, 1296]
registration-dot bbox=[559, 2360, 578, 2379]
maharashtra-map-icon bbox=[649, 47, 778, 112]
body-text: भूखंडांचे आरेखन करण्यात आले असून त्यांचे क्षेत्रफळ ५०० ची.मी. ते ४००० चौ.मी. इतके आहे. सदर भूखंड https://www.mahatenders.gov.in या संकेतस्थळावर 'जसे आहे तसे व जेथे आहे' या तत्त्वावर वाटप केले जाणार आहे. उपलब्ध भूखंड अति. पाताळगंगा औद्योगिक क्षेत्र, जिल्हा रायगड येथे असून मुंबई विमानतळ हे २५-३० किमी अंतरावर आहे. जेएनपीटी बंदर जवळ आहे. bbox=[581, 1223, 755, 1383]
rashi-name: सिंह bbox=[79, 520, 94, 532]
main-col-3 bbox=[672, 603, 785, 708]
pisces-icon: ♓ bbox=[219, 570, 254, 605]
table-cell: ट्रॅक्टर चालविण्याचा अनुभव व वाहन परवाना असणे आवश्यक. bbox=[1245, 2048, 1442, 2079]
wanted-contact-phone: ९०१९१९६९०० / ९६१७० ४८०२९ bbox=[1310, 1539, 1425, 1551]
rashi-text: कार्यालयात सहकारी आणि वरिष्ठांशी मिळतेजुळते घ्या. bbox=[260, 448, 383, 476]
rent-headline: भाड्याने देणे आहे bbox=[1337, 1176, 1453, 1198]
brand-block bbox=[1223, 44, 1419, 116]
rashi-item: ♏ वृश्चिक : आर्थिक व्यवहारातून झालेल्या मानसिक त्रासातून मुक्तता. bbox=[219, 397, 393, 442]
notice-party: मनिषा दिलीप धारासुरे bbox=[906, 1952, 981, 1964]
rashi-name: मीन bbox=[260, 570, 275, 583]
registration-dot bbox=[174, 2360, 193, 2379]
panchang-line: • शुक्रवार, दिनांक २९ ऑगस्ट २०२५ bbox=[53, 175, 393, 193]
rashi-item: ♍ कन्या : कुटुंबात शुभ कार्य घडेल. आनंदी दिवस. bbox=[38, 570, 211, 605]
marathwada-headline: मराठवाड्यात हाहाकार... bbox=[38, 734, 189, 753]
prasuti-story bbox=[408, 731, 747, 818]
body-text: म्हणाले की, मराठा समाजाला आरक्षण मिळावे यासाठी मनोज जरांगे समाजासह मुंबईत पोहचत असताना सरकारने या आंदोलनात bbox=[551, 604, 664, 706]
logo-mark: 21 bbox=[1148, 1791, 1193, 1818]
masthead bbox=[38, 44, 1480, 125]
main-col-4 bbox=[793, 603, 917, 708]
rashi-text: कुटुंबात शुभ कार्य घडेल. आनंदी दिवस. bbox=[79, 570, 202, 598]
bjp-photo-caption bbox=[1125, 1412, 1299, 1563]
body-text: सरकार एकदे दिवस काय झोपा काढत होते का?, काँग्रेस आघाडी सरकारने मराठा समाजाला आरक्षण दिले होते. महाराष्ट्र विधिमंडळात भाजप युती सरकारच्या काळात मराठा आरक्षणाचा ठराव पास केला त्याला काँग्रेस पक्षाने पाठिंबा दिला होता. bbox=[1083, 287, 1253, 406]
caste-census-sidebar bbox=[925, 285, 1076, 603]
body-text: भाजपच्या महायुतीच्या तिन्ही पक्षांनी नाशिक महापालिका निवडणुकीची तयारी सुरू केली आहे. भाजपने नाशिकमध्ये शंभर प्लसचा नारा दिला आहे. त्यामुळे शिवसेना शिंदे गट आणि राष्ट्रवादी अजित पवार गटातील इच्छुकांची धाकधूक वाढली आहे. भाजपने 'इंडोअर' उमेदवारांच्या निवडीवर भर दिला आहे. bbox=[944, 1281, 1117, 1392]
actor-headline: ज्येष्ठ अभिनेते बाळ कर्वे... bbox=[38, 1318, 221, 1340]
ai-story bbox=[38, 1574, 211, 2322]
court-story bbox=[1310, 731, 1480, 1158]
lalbaug-caption: अभिनेत्री जॅकलिनने घेतले लालबागच्या राजाचे दर्शन bbox=[779, 840, 912, 877]
table-header: पदाचे नांव bbox=[1175, 1986, 1246, 2017]
body-text: जिथे त्यांनी गाजलेल्या मालिकेत काम केले. या मालिकेतील त्यांची भूमिका विशेष गाजली होती. बाळ कर्वे यांनी टीव्ही मालिका आणि रंगभूमीवरील अनेक नाटकांमधून आपल्या अभिनयाचा ठसा उमटवला. गुंडा, कथा, नाटक अशा विविध भूमिकांमधून त्यांनी प्रेक्षकांची मने जिंकली. त्यांच्या निधनामुळे मराठी नाट्यसृष्टी आणि चित्रपट क्षेत्रावर शोककळा पसरली आहे. त्यांचा पहिला चित्रपट 'जैत रे जैत' होता. बाळ कर्वे यांनी पुणे येथील विविध नाट्यसंस्थांमध्ये काम केले होते. त्यांनी अनेक वर्षे प्रेक्षकांचे मनोरंजन केले. bbox=[38, 1343, 393, 1434]
panchang-list bbox=[38, 175, 393, 280]
notice-title: जाहीर प्रगटन bbox=[906, 1784, 1132, 1808]
panchang-line: • राष्ट्रीय क्रौडा दिन. नक्षत्र : स्वाती, योग : ब्रह्मा, करण : कौलव. bbox=[53, 228, 393, 245]
body-text: 'सागर' बंगल्यावर मंथन करून अमृत पिऊन विष मात्र समाजावर व विरोधी पक्षावर टाकण्याचे पाप फडणवीस व भाजप करत आहे. bbox=[1083, 541, 1253, 609]
sign-label: सही/- bbox=[1451, 2178, 1472, 2190]
meeting-note: टीप : या मुलाखतीस ज्या उमेदवाराला काम करण्याची इच्छा आहे फक्त त्यांनी हार्वेस्टर चालविण्याचा अनुभव नाही, ते देखील अर्ज करू शकतात जर सक्षम आढळला तर त्यांना कंपनीच्या अनुभवी कर्मचाऱ्यांकडून प्रशिक्षण देण्यात येईल. bbox=[1148, 2084, 1472, 2121]
registration-dot bbox=[966, 2360, 986, 2379]
sagittarius-icon: ♐ bbox=[219, 448, 254, 483]
table-cell: हार्वेस्टर मशिन ऑपरेटर bbox=[1175, 2017, 1246, 2048]
divider bbox=[408, 1167, 1480, 1168]
byline: नंदुरबार : प्रतिनिधी bbox=[488, 822, 566, 836]
